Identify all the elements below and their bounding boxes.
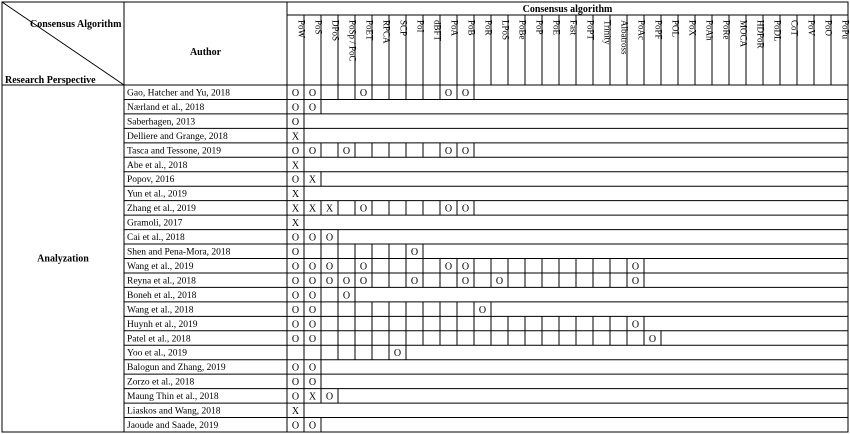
algorithm-header: PoB: [466, 20, 477, 36]
algorithm-header: PoET: [364, 20, 375, 41]
author-cell: Nærland et al., 2018: [127, 102, 205, 113]
author-header: Author: [189, 47, 222, 58]
mark-cell: O: [359, 203, 368, 215]
mark-cell: O: [291, 87, 300, 99]
mark-cell: O: [308, 420, 317, 432]
author-cell: Shen and Pena-Mora, 2018: [127, 247, 231, 258]
algorithm-header: PoE: [551, 20, 562, 36]
mark-cell: O: [291, 261, 300, 273]
mark-cell: O: [291, 247, 300, 258]
mark-cell: O: [291, 116, 300, 128]
mark-cell: O: [444, 87, 453, 99]
mark-cell: O: [308, 275, 317, 287]
mark-cell: O: [631, 261, 640, 273]
author-cell: Liaskos and Wang, 2018: [127, 406, 221, 417]
algorithm-header: PoI: [415, 20, 426, 33]
algorithm-header: PoP: [534, 20, 545, 35]
algorithm-header: Trinity: [602, 20, 613, 45]
author-cell: Tasca and Tessone, 2019: [127, 146, 221, 157]
mark-cell: O: [291, 232, 300, 244]
algorithm-header: CoT: [789, 20, 800, 37]
algorithm-header: PoR: [483, 20, 494, 36]
algorithm-header: PoSp / PoC: [347, 20, 358, 62]
mark-cell: O: [393, 348, 402, 360]
mark-cell: X: [291, 203, 300, 215]
mark-cell: O: [342, 145, 351, 157]
author-cell: Boneh et al., 2018: [127, 290, 197, 301]
mark-cell: O: [342, 275, 351, 287]
mark-cell: O: [291, 420, 300, 432]
mark-cell: O: [359, 275, 368, 287]
algorithm-header: PoX: [687, 20, 698, 37]
author-cell: Saberhagen, 2013: [127, 117, 196, 128]
mark-cell: O: [308, 362, 317, 374]
mark-cell: O: [291, 377, 300, 389]
author-cell: Maung Thin et al., 2018: [127, 392, 219, 403]
mark-cell: O: [291, 275, 300, 287]
mark-cell: O: [291, 145, 300, 157]
consensus-header: Consensus algorithm: [522, 4, 613, 15]
algorithm-header: PoRe: [721, 20, 732, 40]
mark-cell: O: [291, 290, 300, 302]
mark-cell: O: [308, 261, 317, 273]
author-cell: Wang et al., 2018: [127, 305, 194, 316]
mark-cell: O: [291, 102, 300, 114]
mark-cell: O: [478, 304, 487, 316]
author-cell: Huynh et al., 2019: [127, 319, 198, 330]
algorithm-header: PoAc: [636, 20, 647, 40]
mark-cell: O: [308, 87, 317, 99]
algorithm-header: PoA: [449, 20, 460, 37]
mark-cell: O: [325, 261, 334, 273]
mark-cell: O: [308, 333, 317, 345]
mark-cell: X: [308, 174, 317, 186]
mark-cell: O: [410, 247, 419, 258]
mark-cell: O: [359, 87, 368, 99]
mark-cell: X: [325, 203, 334, 215]
mark-cell: O: [291, 174, 300, 186]
mark-cell: O: [325, 232, 334, 244]
algorithm-header: PoS: [313, 20, 324, 35]
section-label: Analyzation: [37, 253, 89, 265]
mark-cell: X: [291, 406, 300, 418]
author-cell: Balogun and Zhang, 2019: [127, 363, 226, 374]
mark-cell: O: [308, 232, 317, 244]
author-cell: Zhang et al., 2019: [127, 204, 196, 215]
mark-cell: O: [461, 145, 470, 157]
author-cell: Yoo et al., 2019: [127, 348, 187, 359]
algorithm-header: HDPoR: [755, 20, 766, 49]
mark-cell: O: [308, 377, 317, 389]
author-cell: Yun et al., 2019: [127, 189, 187, 200]
mark-cell: O: [291, 304, 300, 316]
corner-bottom-label: Research Perspective: [5, 75, 96, 86]
algorithm-header: PoW: [296, 20, 307, 38]
author-cell: Gramoli, 2017: [127, 218, 183, 229]
algorithm-header: RPCA: [381, 20, 392, 44]
grid-line: [2, 2, 124, 85]
mark-cell: O: [308, 145, 317, 157]
mark-cell: O: [410, 275, 419, 287]
algorithm-header: DPoS: [330, 20, 341, 42]
mark-cell: O: [495, 275, 504, 287]
algorithm-header: PoPT: [585, 20, 596, 41]
author-cell: Popov, 2016: [127, 175, 175, 186]
mark-cell: O: [308, 304, 317, 316]
mark-cell: X: [308, 203, 317, 215]
mark-cell: O: [291, 362, 300, 374]
author-cell: Gao, Hatcher and Yu, 2018: [127, 88, 231, 99]
mark-cell: X: [308, 391, 317, 403]
algorithm-header: LPoS: [500, 20, 511, 41]
author-cell: Wang et al., 2019: [127, 261, 194, 272]
algorithm-header: PoV: [806, 20, 817, 37]
author-cell: Patel et al., 2018: [127, 334, 191, 345]
mark-cell: O: [308, 290, 317, 302]
author-cell: Cai et al., 2018: [127, 233, 185, 244]
author-cell: Abe et al., 2018: [127, 160, 188, 171]
algorithm-header: PoO: [823, 20, 834, 37]
mark-cell: X: [291, 218, 300, 230]
algorithm-header: PoPF: [653, 20, 664, 40]
author-cell: Reyna et al., 2018: [127, 276, 196, 287]
mark-cell: O: [631, 319, 640, 331]
mark-cell: X: [291, 189, 300, 201]
algorithm-header: PoAh: [704, 20, 715, 41]
algorithm-header: PoBe: [517, 20, 528, 40]
mark-cell: O: [291, 319, 300, 331]
mark-cell: O: [648, 333, 657, 345]
mark-cell: X: [291, 131, 300, 143]
author-cell: Jaoude and Saade, 2019: [127, 421, 219, 431]
mark-cell: O: [444, 145, 453, 157]
algorithm-header: MOCA: [738, 20, 749, 48]
algorithm-header: POL: [670, 20, 681, 38]
mark-cell: O: [325, 391, 334, 403]
mark-cell: O: [444, 203, 453, 215]
mark-cell: O: [444, 261, 453, 273]
algorithm-header: dBFT: [432, 20, 443, 42]
mark-cell: O: [308, 102, 317, 114]
algorithm-header: PoPu: [840, 20, 850, 40]
mark-cell: O: [461, 203, 470, 215]
mark-cell: O: [631, 275, 640, 287]
mark-cell: O: [359, 261, 368, 273]
mark-cell: O: [291, 333, 300, 345]
mark-cell: O: [342, 290, 351, 302]
algorithm-header: PoDL: [772, 20, 783, 42]
mark-cell: X: [291, 160, 300, 172]
mark-cell: O: [291, 391, 300, 403]
corner-top-label: Consensus Algorithm: [30, 19, 122, 30]
mark-cell: O: [461, 261, 470, 273]
algorithm-header: SCP: [398, 20, 409, 37]
mark-cell: O: [308, 319, 317, 331]
mark-cell: O: [461, 87, 470, 99]
mark-cell: O: [461, 275, 470, 287]
author-cell: Delliere and Grange, 2018: [127, 131, 228, 142]
author-cell: Zorzo et al., 2018: [127, 377, 195, 388]
algorithm-header: Fast: [568, 20, 579, 36]
algorithm-header: Albatross: [619, 20, 630, 55]
mark-cell: O: [325, 275, 334, 287]
